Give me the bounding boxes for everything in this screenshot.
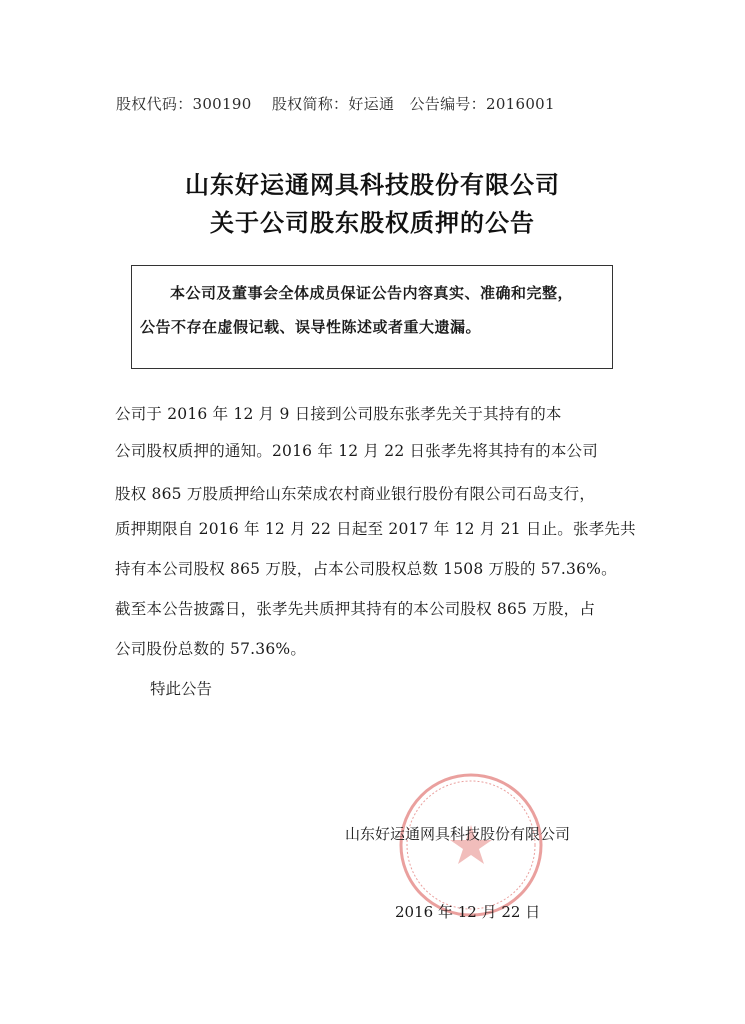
body-line: 公司股份总数的 57.36%。 [115, 640, 307, 658]
disclaimer-line1: 本公司及董事会全体成员保证公告内容真实、准确和完整， [170, 284, 574, 302]
disclaimer-box [131, 265, 613, 369]
document-title-line2: 关于公司股东股权质押的公告 [210, 209, 535, 237]
notice-number: 公告编号：2016001 [409, 95, 555, 113]
body-line: 质押期限自 2016 年 12 月 22 日起至 2017 年 12 月 21 日止。张孝先共 [115, 520, 636, 538]
disclaimer-line2: 公告不存在虚假记载、误导性陈述或者重大遗漏。 [140, 318, 482, 336]
body-line: 公司股权质押的通知。2016 年 12 月 22 日张孝先将其持有的本公司 [115, 442, 598, 460]
body-line: 股权 865 万股质押给山东荣成农村商业银行股份有限公司石岛支行， [115, 485, 596, 503]
signature-date: 2016 年 12 月 22 日 [395, 903, 541, 921]
company-seal-stamp [396, 770, 546, 920]
header-info-line [116, 93, 636, 114]
body-line: 公司于 2016 年 12 月 9 日接到公司股东张孝先关于其持有的本 [115, 405, 562, 423]
closing-remark: 特此公告 [150, 680, 213, 698]
document-title-line1: 山东好运通网具科技股份有限公司 [185, 171, 560, 199]
signature-company: 山东好运通网具科技股份有限公司 [345, 825, 571, 843]
stock-code: 股权代码：300190 [116, 95, 252, 113]
body-line: 截至本公告披露日，张孝先共质押其持有的本公司股权 865 万股，占 [115, 600, 596, 618]
body-line: 持有本公司股权 865 万股，占本公司股权总数 1508 万股的 57.36%。 [115, 560, 617, 578]
stock-short-name: 股权简称：好运通 [271, 95, 395, 113]
